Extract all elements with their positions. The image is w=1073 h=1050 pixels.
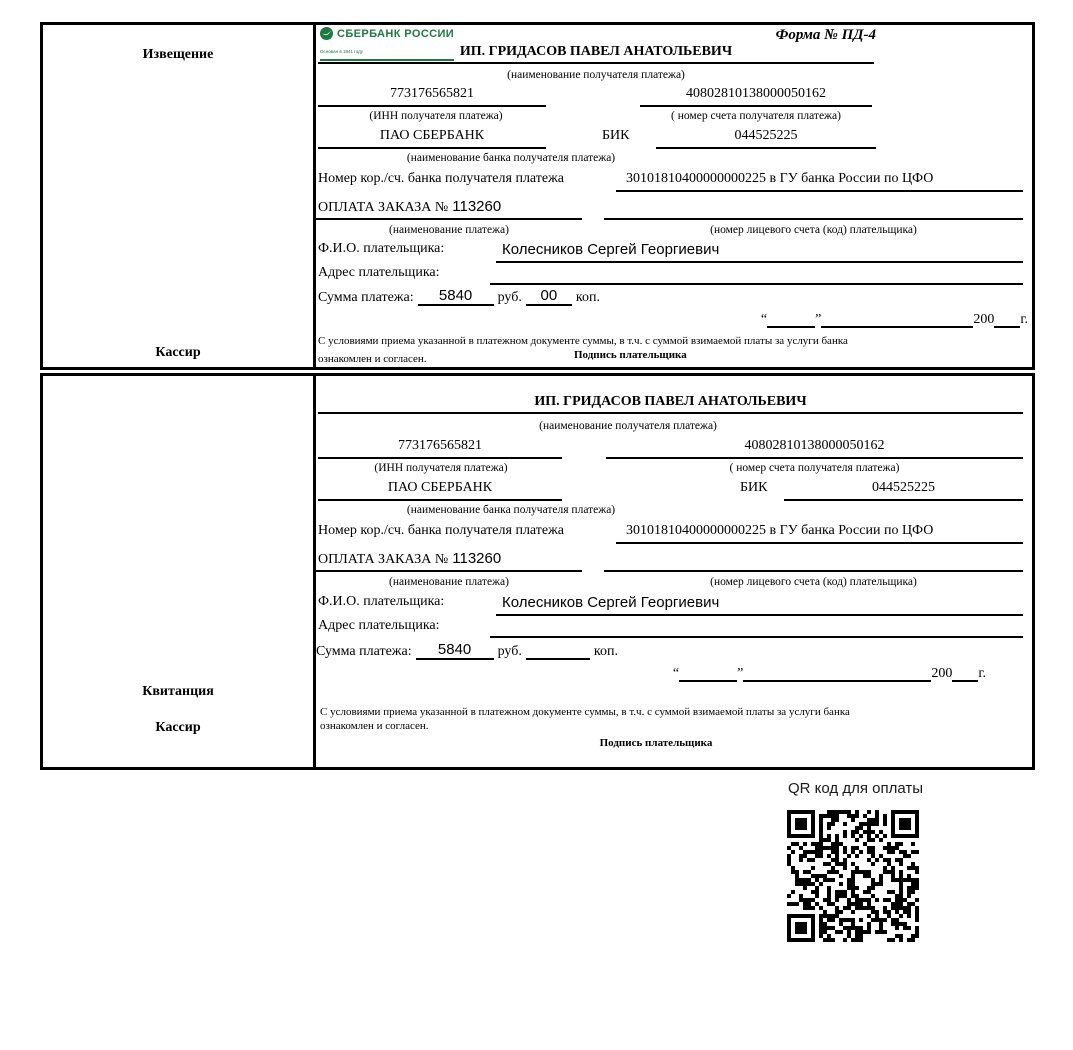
recipient-name-label: (наименование получателя платежа) (539, 420, 717, 432)
order-number-value: 113260 (452, 550, 502, 567)
amount-label: Сумма платежа: (318, 290, 414, 305)
recipient-account-value: 40802810138000050162 (606, 438, 1023, 459)
payer-address-row (316, 618, 1032, 638)
qr-code (787, 810, 919, 942)
recipient-name: ИП. ГРИДАСОВ ПАВЕЛ АНАТОЛЬЕВИЧ (318, 44, 874, 64)
corr-value: 30101810400000000225 в ГУ банка России по ЦФО (616, 171, 1023, 192)
amount-row (318, 287, 600, 306)
bank-name-label: (наименование банка получателя платежа) (406, 152, 616, 164)
inn-account-row (316, 438, 1032, 459)
corr-account-row (316, 523, 1032, 544)
amount-row (316, 641, 618, 660)
payer-address-value (490, 265, 1023, 285)
payment-name-prefix: ОПЛАТА ЗАКАЗА № (318, 552, 449, 567)
agreement-line2-row (318, 349, 1032, 367)
amount-rub-value: 5840 (416, 641, 494, 660)
recipient-inn-value: 773176565821 (318, 438, 562, 459)
bank-name-value: ПАО СБЕРБАНК (318, 480, 562, 501)
recipient-name-label: (наименование получателя платежа) (507, 69, 685, 81)
date-row (316, 311, 1028, 328)
year-prefix: 200 (973, 312, 995, 327)
recipient-account-value: 40802810138000050162 (640, 86, 872, 107)
corr-account-row (316, 171, 1032, 192)
corr-label: Номер кор./сч. банка получателя платежа (318, 523, 564, 538)
agreement-line1: С условиями приема указанной в платежном документе суммы, в т.ч. с суммой взимаемой платы за услуги банка (320, 706, 850, 718)
signature-label: Подпись плательщика (599, 737, 713, 749)
payment-name-prefix: ОПЛАТА ЗАКАЗА № (318, 200, 449, 215)
year-prefix: 200 (931, 666, 953, 681)
recipient-name: ИП. ГРИДАСОВ ПАВЕЛ АНАТОЛЬЕВИЧ (318, 394, 1023, 414)
quote-close: ” (737, 666, 744, 681)
payment-name-label: (наименование платежа) (389, 224, 509, 236)
receipt-main-cell (316, 376, 1032, 767)
payer-address-row (316, 265, 1032, 285)
inn-label: (ИНН получателя платежа) (369, 110, 503, 122)
date-month-field (743, 665, 931, 682)
payer-address-label: Адрес плательщика: (318, 265, 440, 280)
date-year-field (952, 665, 978, 682)
notice-cashier-label: Кассир (155, 345, 201, 360)
rub-label: руб. (497, 290, 522, 305)
date-month-field (821, 311, 973, 328)
personal-account-field (604, 198, 1023, 220)
corr-value: 30101810400000000225 в ГУ банка России по ЦФО (616, 523, 1023, 544)
quote-close: ” (815, 312, 822, 327)
personal-account-field (604, 550, 1023, 572)
notice-left-cell (43, 25, 316, 367)
payer-fio-row (316, 241, 1032, 263)
agreement-line2: ознакомлен и согласен. (320, 720, 429, 732)
payer-fio-label: Ф.И.О. плательщика: (318, 594, 445, 609)
account-label: ( номер счета получателя платежа) (729, 462, 900, 474)
date-day-field (767, 311, 815, 328)
payment-name-label: (наименование платежа) (389, 576, 509, 588)
bank-bik-row (316, 128, 1032, 149)
payer-fio-value: Колесников Сергей Георгиевич (496, 594, 1023, 616)
bik-label: БИК (602, 128, 630, 143)
quote-open: “ (760, 312, 768, 327)
corr-label: Номер кор./сч. банка получателя платежа (318, 171, 564, 186)
year-suffix: г. (1020, 312, 1028, 327)
personal-account-label: (номер лицевого счета (код) плательщика) (710, 576, 917, 588)
amount-rub-value: 5840 (418, 287, 494, 306)
amount-kop-value (526, 641, 590, 660)
payment-name-row (316, 550, 1032, 572)
sberbank-logo-tagline: Основан в 1841 году (320, 49, 364, 54)
signature-label: Подпись плательщика (574, 349, 687, 361)
year-suffix: г. (978, 666, 986, 681)
quote-open: “ (672, 666, 680, 681)
notice-section (40, 22, 1035, 370)
inn-account-row (316, 86, 1032, 107)
payer-fio-row (316, 594, 1032, 616)
form-type-label: Форма № ПД-4 (775, 27, 876, 43)
qr-label: QR код для оплаты (788, 780, 924, 797)
payer-address-value (490, 618, 1023, 638)
bank-bik-row (316, 480, 1032, 501)
bik-value: 044525225 (656, 128, 876, 149)
date-day-field (679, 665, 737, 682)
bik-value: 044525225 (784, 480, 1023, 501)
bank-name-value: ПАО СБЕРБАНК (318, 128, 546, 149)
payer-fio-value: Колесников Сергей Георгиевич (496, 241, 1023, 263)
kop-label: коп. (593, 644, 618, 659)
date-row (316, 665, 986, 682)
agreement-line1: С условиями приема указанной в платежном документе суммы, в т.ч. с суммой взимаемой платы за услуги банка (318, 335, 848, 347)
notice-main-cell (316, 25, 1032, 367)
order-number-value: 113260 (452, 198, 502, 215)
amount-label: Сумма платежа: (316, 644, 412, 659)
inn-label: (ИНН получателя платежа) (374, 462, 508, 474)
date-year-field (994, 311, 1020, 328)
receipt-section (40, 373, 1035, 770)
payment-name-row (316, 198, 1032, 220)
notice-title: Извещение (142, 47, 214, 62)
bank-name-label: (наименование банка получателя платежа) (406, 504, 616, 516)
sberbank-logo-icon (320, 27, 333, 40)
agreement-line2: ознакомлен и согласен. (318, 353, 427, 365)
receipt-title: Квитанция (142, 684, 214, 699)
personal-account-label: (номер лицевого счета (код) плательщика) (710, 224, 917, 236)
recipient-inn-value: 773176565821 (318, 86, 546, 107)
payer-fio-label: Ф.И.О. плательщика: (318, 241, 445, 256)
receipt-left-cell (43, 376, 316, 767)
bik-label: БИК (740, 480, 768, 495)
sberbank-logo-text: СБЕРБАНК РОССИИ (337, 27, 455, 40)
receipt-cashier-label: Кассир (155, 720, 201, 735)
rub-label: руб. (497, 644, 522, 659)
payer-address-label: Адрес плательщика: (318, 618, 440, 633)
kop-label: коп. (575, 290, 600, 305)
account-label: ( номер счета получателя платежа) (671, 110, 841, 122)
amount-kop-value: 00 (526, 287, 572, 306)
